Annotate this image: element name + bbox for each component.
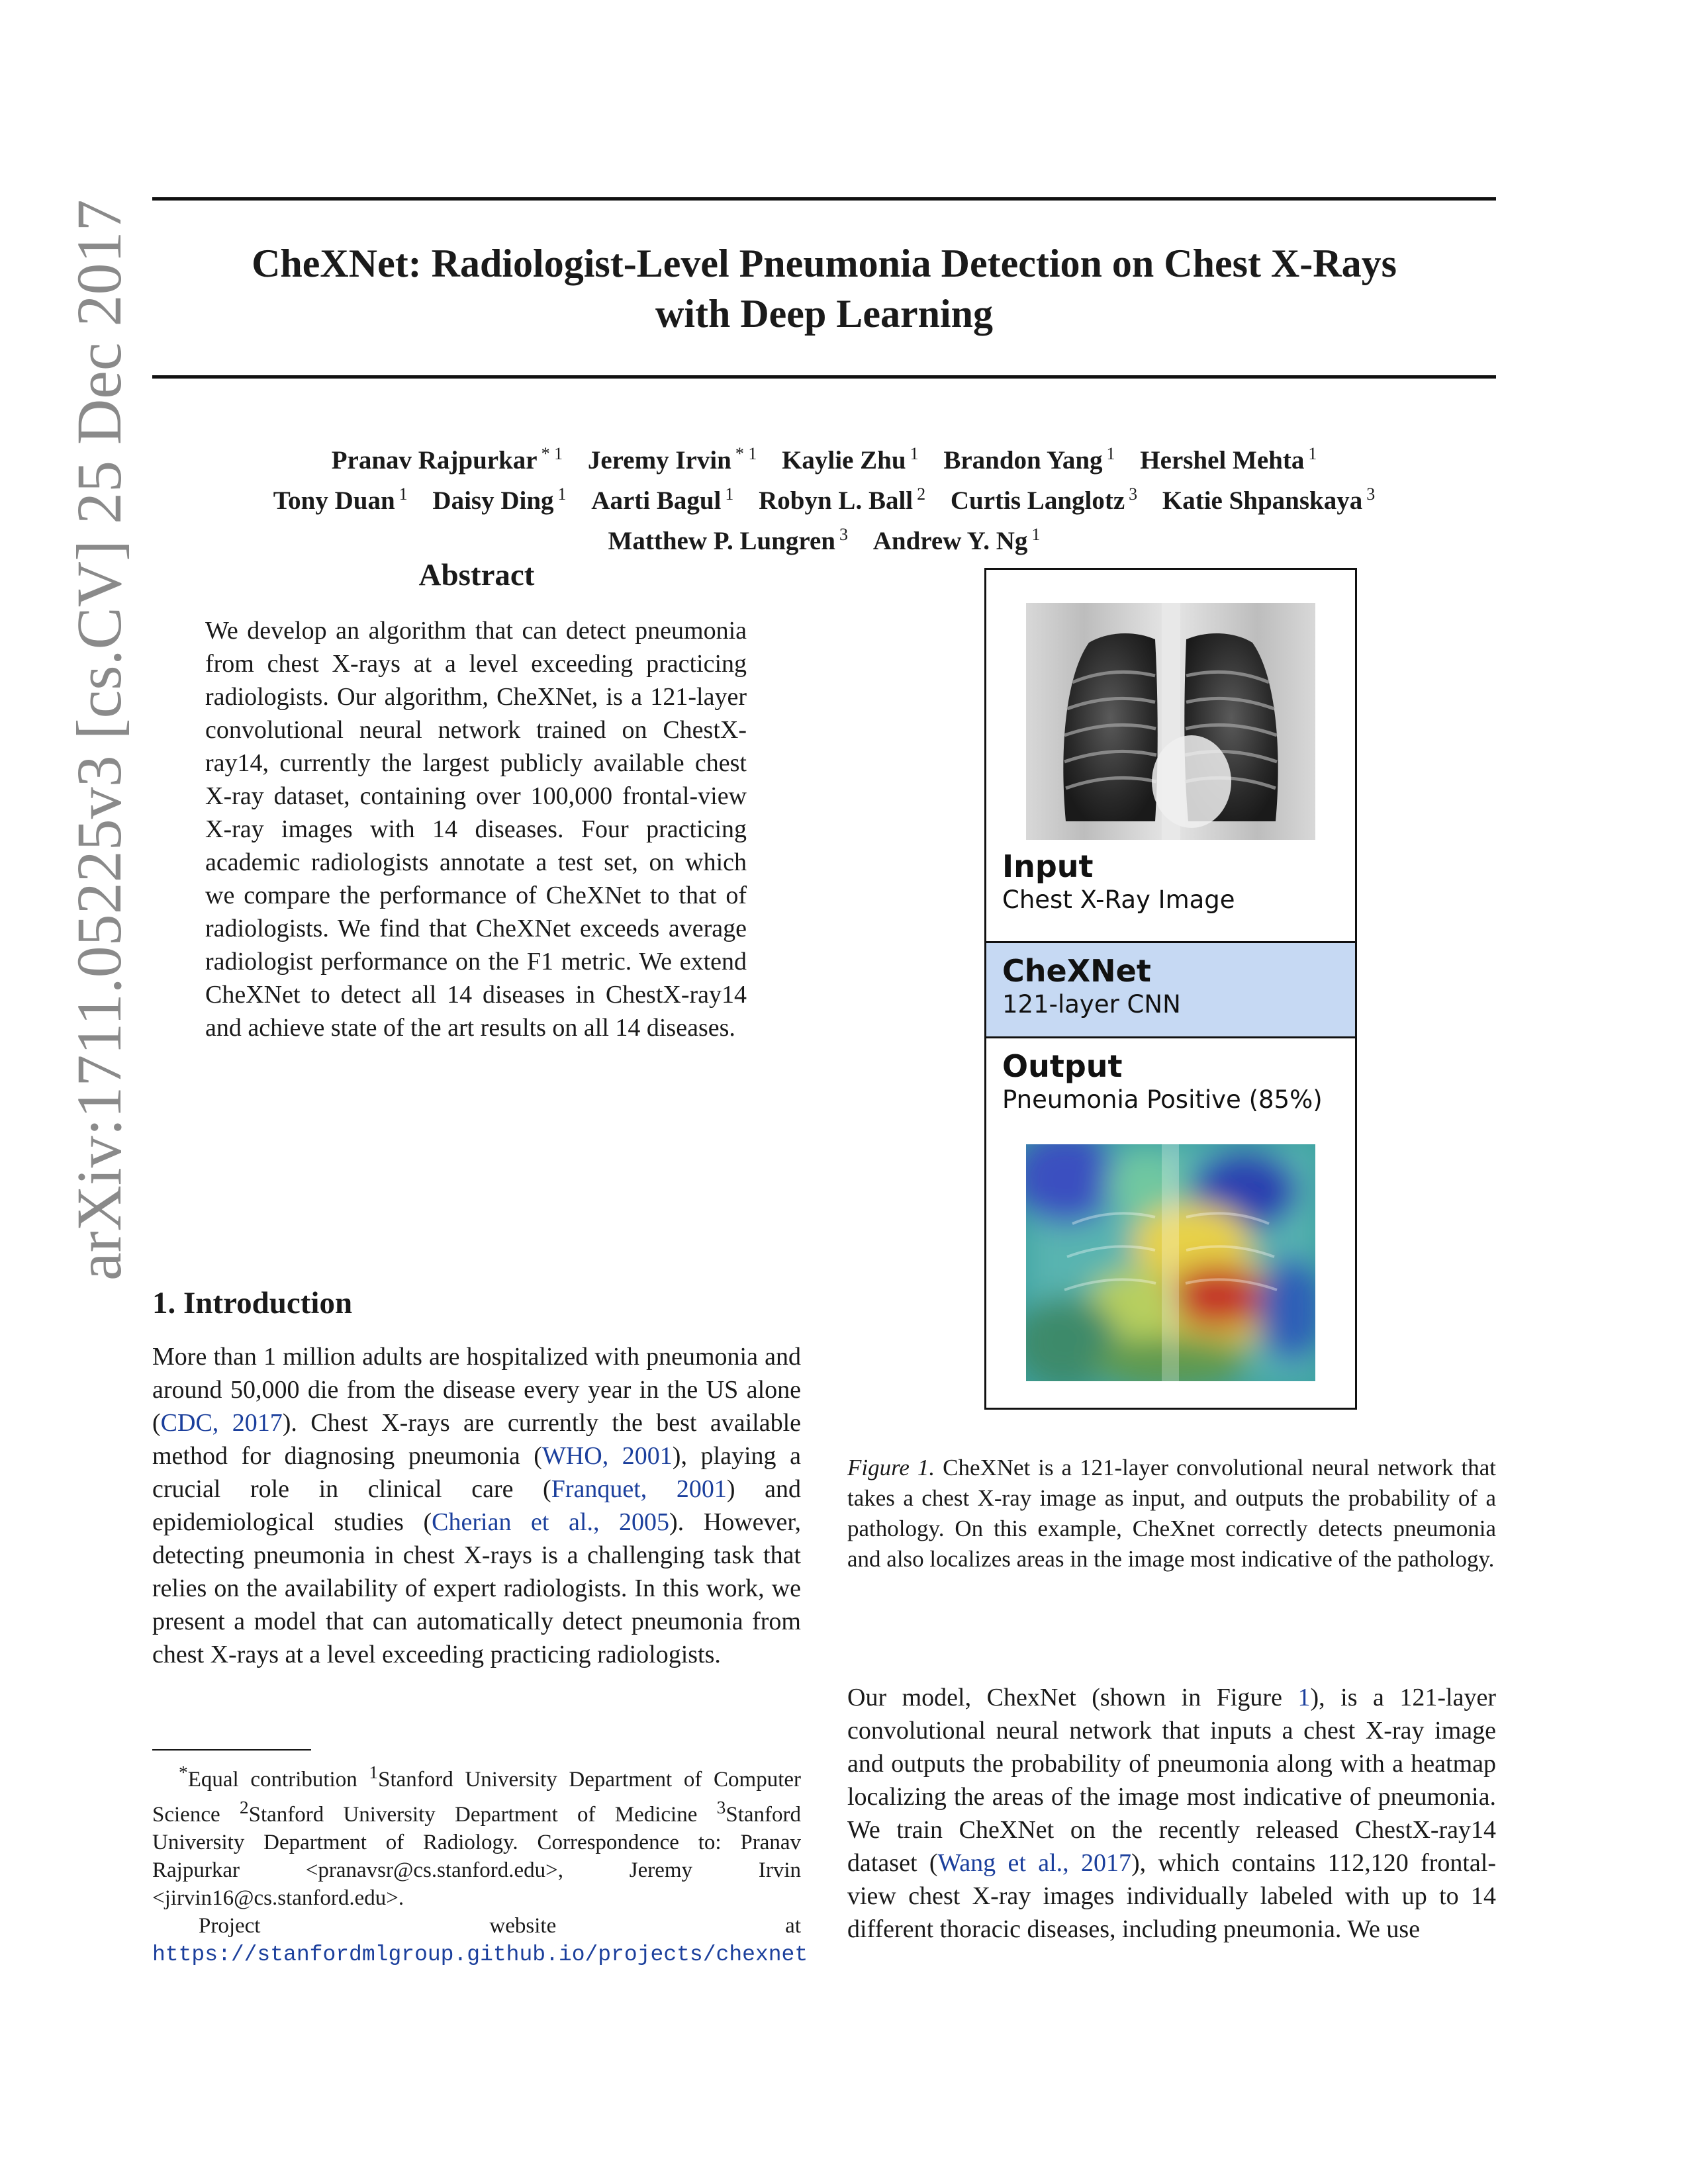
figure-divider [986, 1036, 1355, 1038]
figure-model-heading: CheXNet [1002, 953, 1151, 989]
title-bottom-rule [152, 375, 1496, 379]
project-website-link[interactable]: https://stanfordmlgroup.github.io/projects/chexnet [152, 1942, 808, 1967]
author: Kaylie Zhu $^1$ [782, 444, 919, 475]
figure-model-label: 121-layer CNN [1002, 990, 1181, 1019]
arxiv-stamp: arXiv:1711.05225v3 [cs.CV] 25 Dec 2017 [64, 199, 134, 1281]
author: Tony Duan $^1$ [273, 484, 408, 515]
figure-input-section [986, 848, 1355, 915]
figure-input-label: Chest X-Ray Image [1002, 886, 1235, 914]
author-line-1 [132, 437, 1516, 477]
author: Katie Shpanskaya $^3$ [1162, 484, 1376, 515]
author-line-2 [132, 477, 1516, 518]
figure-output-label: Pneumonia Positive (85%) [1002, 1085, 1323, 1114]
figure-caption: Figure 1. CheXNet is a 121-layer convolutional neural network that takes a chest X-ray image as input, and outputs the probability of a pathology. On this example, CheXnet correctly detects pneumonia and also localizes areas in the image most indicative of the pathology. [847, 1455, 1496, 1572]
intro-paragraph: More than 1 million adults are hospitalized with pneumonia and around 50,000 die from the disease every year in the US alone (CDC, 2017). Chest X-rays are currently the best available method for diagnosing pneumonia (WHO, 2001), playing a crucial role in clinical care (Franquet, 2001) and epidemiological studies (Cherian et al., 2005). However, detecting pneumonia in chest X-rays is a challenging task that relies on the availability of expert radiologists. In this work, we present a model that can automatically detect pneumonia from chest X-rays at a level exceeding practicing radiologists. [152, 1343, 802, 1668]
citation-link[interactable]: Franquet, 2001 [551, 1475, 727, 1503]
figure-model-section [986, 943, 1355, 1036]
author: Aarti Bagul $^1$ [591, 484, 734, 515]
figure-1 [984, 568, 1357, 1410]
paper-title [152, 238, 1496, 339]
author: Daisy Ding $^1$ [432, 484, 567, 515]
citation-link[interactable]: Wang et al., 2017 [937, 1849, 1131, 1877]
figure-output-section [986, 1048, 1355, 1115]
footnote: *Equal contribution $^1$Stanford University Department of Computer Science $^2$Stanford University Department of Medicine $^3$Stanford University Department of Radiology. Correspondence to: Pranav Rajpurkar <pranavsr@cs.stanford.edu>, Jeremy Irvin <jirvin16@cs.stanford.edu>. Project website at https://stanfordmlgroup.github.io/projects/chexnet [152, 1762, 808, 1967]
footnote-rule [152, 1749, 311, 1751]
intro-heading: 1. Introduction [152, 1286, 353, 1320]
author: Andrew Y. Ng $^1$ [872, 525, 1041, 555]
citation-link[interactable]: WHO, 2001 [541, 1442, 673, 1470]
author: Pranav Rajpurkar $^{* 1}$ [331, 444, 563, 475]
figure-caption-label: Figure 1. [847, 1455, 935, 1480]
title-line-2: with Deep Learning [655, 292, 993, 336]
author: Robyn L. Ball $^2$ [759, 484, 926, 515]
author-list [132, 437, 1516, 558]
abstract-text: We develop an algorithm that can detect pneumonia from chest X-rays at a level exceeding practicing radiologists. Our algorithm, CheXNet, is a 121-layer convolutional neural network trained on ChestX-ray14, currently the largest publicly available chest X-ray dataset, containing over 100,000 frontal-view X-ray images with 14 diseases. Four practicing academic radiologists annotate a test set, on which we compare the performance of CheXNet to that of radiologists. We find that CheXNet exceeds average radiologist performance on the F1 metric. We extend CheXNet to detect all 14 diseases in ChestX-ray14 and achieve state of the art results on all 14 diseases. [205, 617, 747, 1042]
author: Matthew P. Lungren $^3$ [608, 525, 848, 555]
output-heatmap-image [1026, 1144, 1315, 1381]
title-top-rule [152, 197, 1496, 201]
author-line-3 [132, 518, 1516, 558]
citation-link[interactable]: CDC, 2017 [160, 1409, 283, 1437]
input-xray-image [1026, 603, 1315, 840]
right-column-paragraph: Our model, ChexNet (shown in Figure 1), is a 121-layer convolutional neural network that inputs a chest X-ray image and outputs the probability of pneumonia along with a heatmap localizing the areas of the image most indicative of pneumonia. We train CheXNet on the recently released ChestX-ray14 dataset (Wang et al., 2017), which contains 112,120 frontal-view chest X-ray images individually labeled with up to 14 different thoracic diseases, including pneumonia. We use [847, 1684, 1497, 1943]
title-line-1: CheXNet: Radiologist-Level Pneumonia Detection on Chest X-Rays [252, 242, 1397, 285]
author: Curtis Langlotz $^3$ [950, 484, 1138, 515]
author: Jeremy Irvin $^{* 1}$ [587, 444, 757, 475]
figure-output-heading: Output [1002, 1048, 1123, 1084]
citation-link[interactable]: Cherian et al., 2005 [432, 1508, 670, 1536]
author: Hershel Mehta $^1$ [1140, 444, 1317, 475]
author: Brandon Yang $^1$ [943, 444, 1115, 475]
abstract-heading: Abstract [418, 558, 535, 592]
figure-input-heading: Input [1002, 848, 1094, 884]
figure-reference-link[interactable]: 1 [1297, 1684, 1311, 1711]
